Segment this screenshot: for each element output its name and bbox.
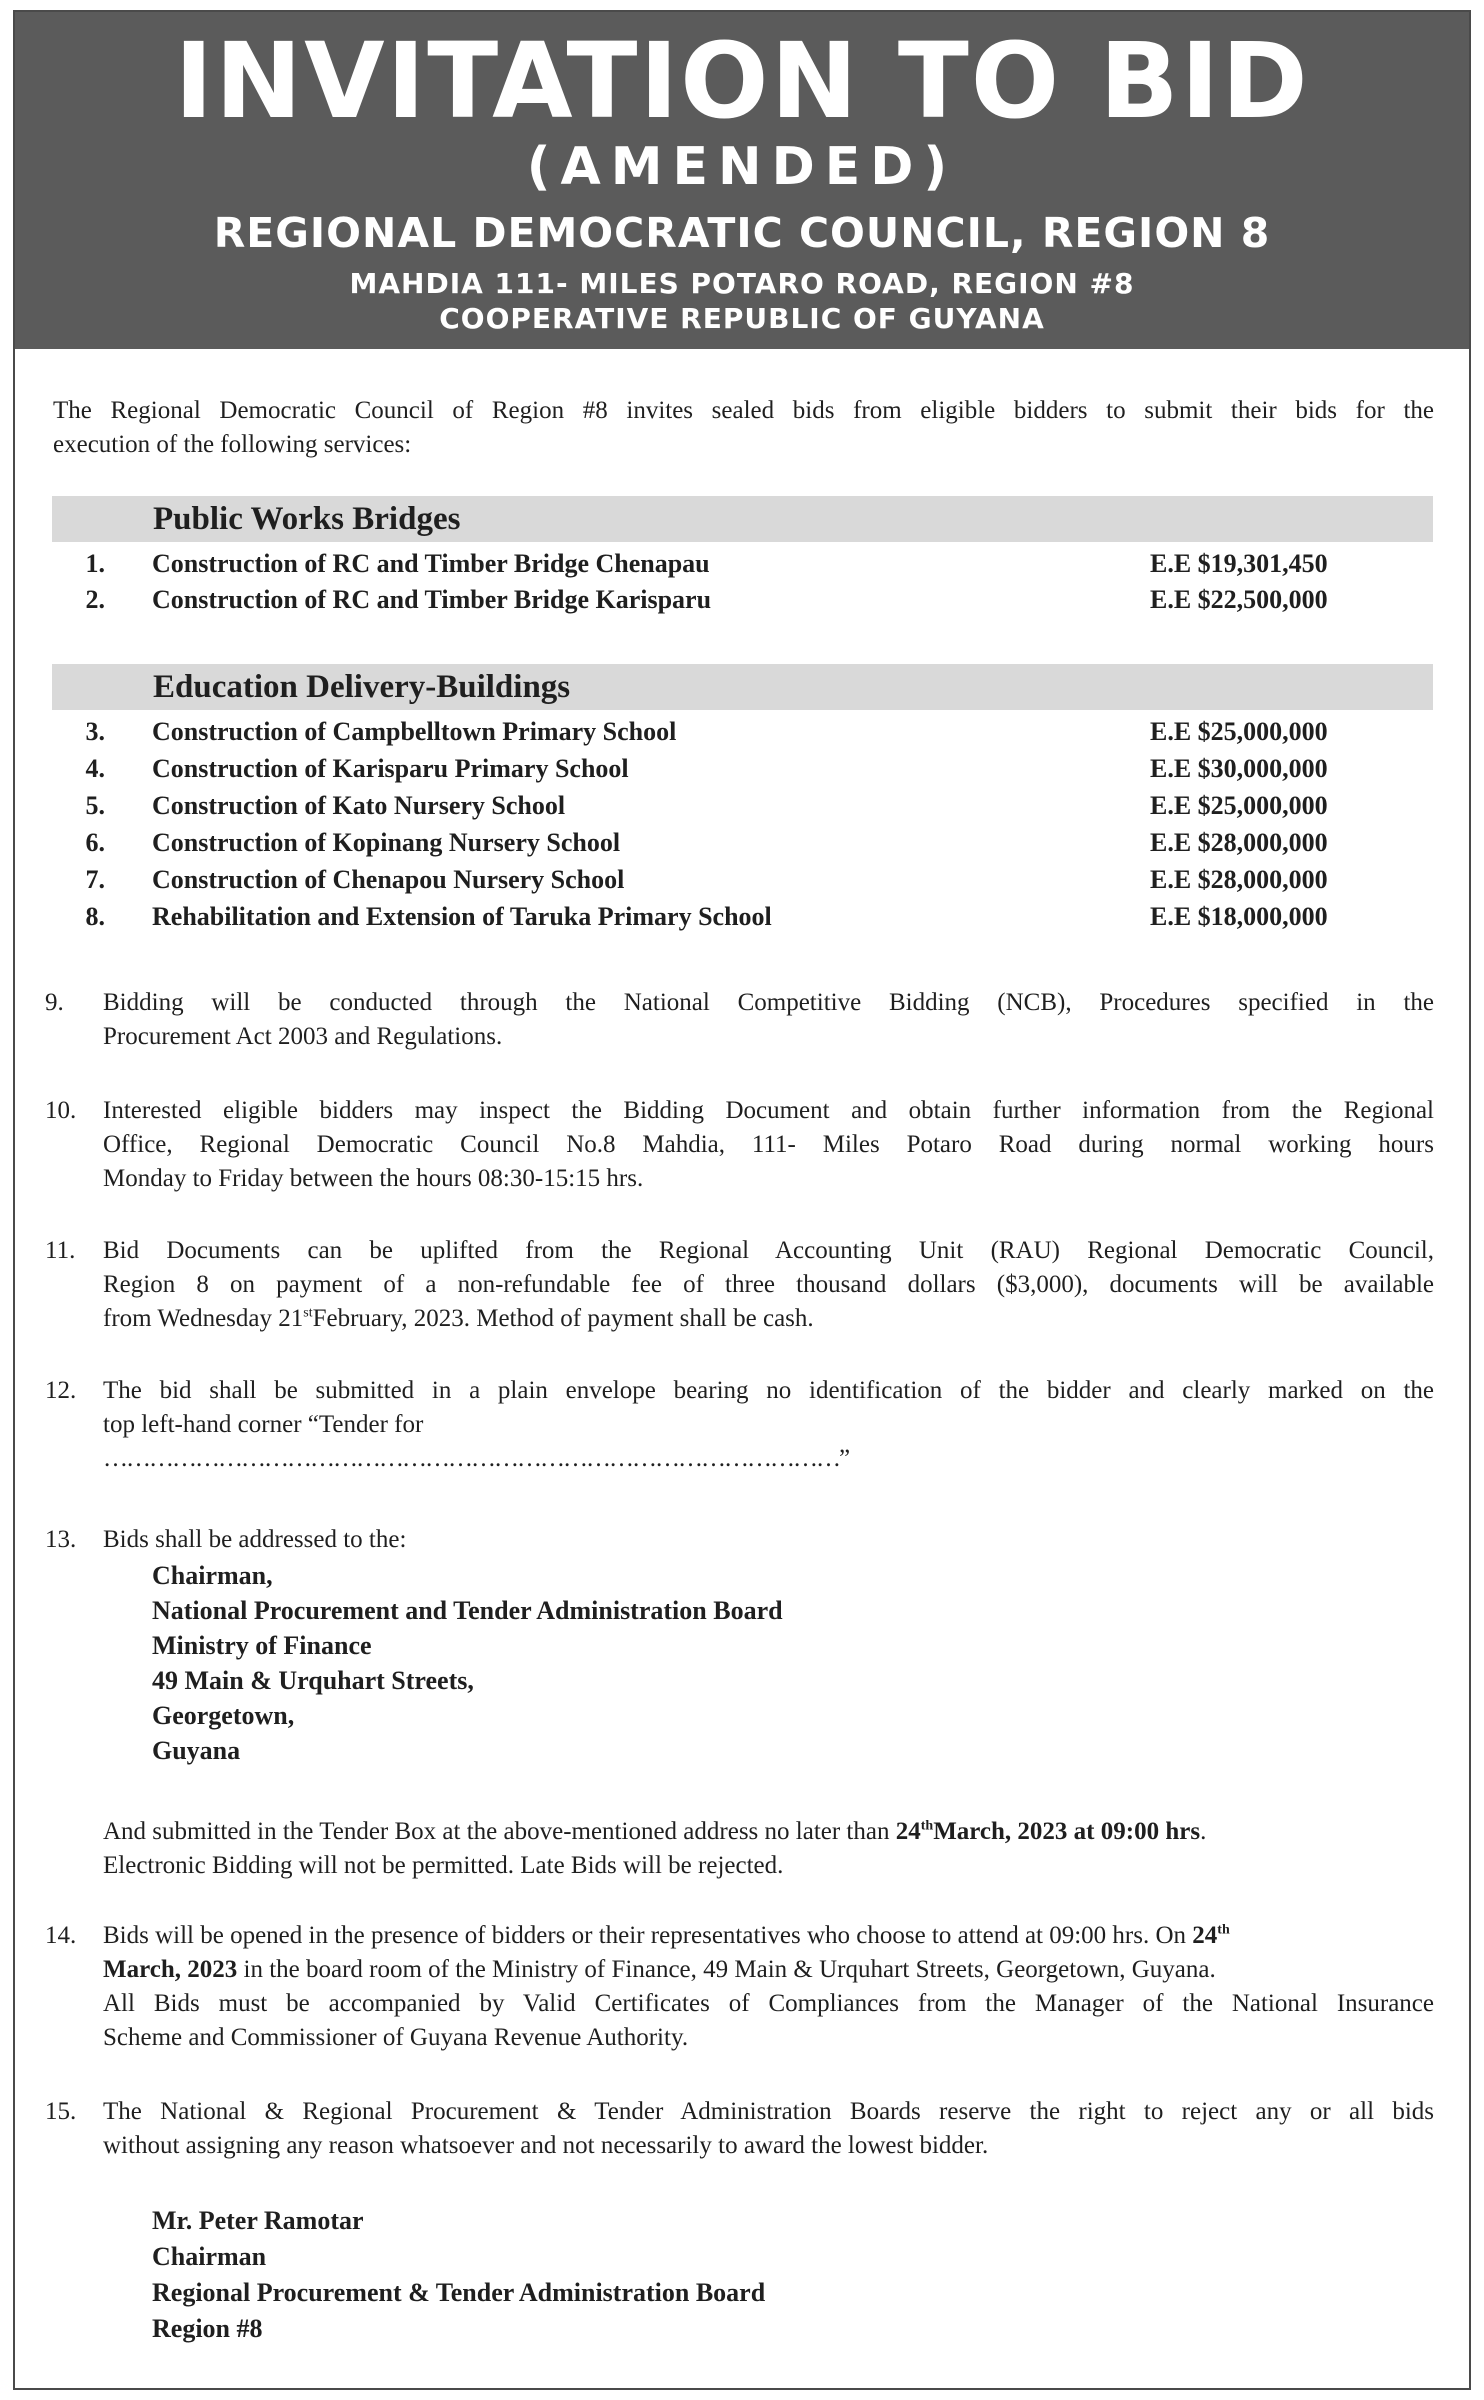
paragraph-line (103, 1815, 1434, 1849)
paragraph-line: Region 8 on payment of a non-refundable fee of three thousand dollars ($3,000), documents will be available (103, 1271, 1434, 1298)
paragraph-10 (103, 1094, 1434, 1196)
paragraph-number: 11. (45, 1237, 76, 1264)
paragraph-14 (103, 1919, 1434, 2055)
paragraph-number: 14. (45, 1922, 77, 1949)
deadline-date: March, 2023 at 09:00 hrs (933, 1818, 1201, 1845)
section-title: Public Works Bridges (153, 501, 461, 537)
item-number: 4. (85, 754, 105, 783)
item-estimate: E.E $18,000,000 (1150, 902, 1328, 931)
item-estimate: E.E $22,500,000 (1150, 585, 1328, 614)
bid-item-row (15, 825, 1473, 861)
bid-item-row (15, 899, 1473, 935)
intro-line: execution of the following services: (53, 431, 412, 458)
paragraph-number: 10. (45, 1097, 77, 1124)
tender-dotted-line: ……………………………………………………………………………………” (103, 1445, 849, 1472)
header-banner (15, 12, 1469, 349)
item-number: 1. (85, 549, 105, 578)
bid-item-row (15, 788, 1473, 824)
paragraph-line (103, 1919, 1434, 1953)
bid-item-row (15, 714, 1473, 750)
paragraph-number: 15. (45, 2098, 77, 2125)
text-run: from Wednesday 21 (103, 1305, 304, 1332)
item-description: Construction of Kopinang Nursery School (152, 828, 621, 857)
paragraph-line (103, 1302, 1434, 1336)
item-estimate: E.E $19,301,450 (1150, 549, 1328, 578)
paragraph-number: 12. (45, 1377, 77, 1404)
paragraph-line: All Bids must be accompanied by Valid Certificates of Compliances from the Manager of the National Insurance (103, 1990, 1434, 2017)
section-band-education (52, 664, 1433, 710)
paragraph-line: Procurement Act 2003 and Regulations. (103, 1023, 503, 1050)
item-description: Rehabilitation and Extension of Taruka Primary School (152, 902, 772, 931)
item-description: Construction of RC and Timber Bridge Chenapau (152, 549, 710, 578)
paragraph-line (103, 1953, 1434, 1987)
item-number: 8. (85, 902, 105, 931)
intro-paragraph (53, 394, 1434, 462)
item-estimate: E.E $30,000,000 (1150, 754, 1328, 783)
opening-date: March, 2023 (103, 1956, 238, 1983)
address-line: 49 Main & Urquhart Streets, (152, 1666, 474, 1695)
item-number: 6. (85, 828, 105, 857)
submission-deadline (103, 1815, 1434, 1883)
address-line: Guyana (152, 1736, 241, 1765)
item-number: 3. (85, 717, 105, 746)
paragraph-line: Electronic Bidding will not be permitted. Late Bids will be rejected. (103, 1852, 784, 1879)
paragraph-9 (103, 986, 1434, 1054)
ordinal-suffix: th (920, 1818, 934, 1834)
paragraph-12 (103, 1374, 1434, 1476)
section-title: Education Delivery-Buildings (153, 669, 571, 705)
notice-subtitle: (AMENDED) (526, 137, 958, 197)
text-run: in the board room of the Ministry of Finance, 49 Main & Urquhart Streets, Georgetown, Guyana. (237, 1956, 1216, 1983)
paragraph-line: Interested eligible bidders may inspect the Bidding Document and obtain further information from the Regional (103, 1097, 1434, 1124)
address-line: Chairman, (152, 1561, 273, 1590)
paragraph-number: 9. (45, 989, 64, 1016)
paragraph-line: without assigning any reason whatsoever and not necessarily to award the lowest bidder. (103, 2132, 989, 2159)
paragraph-line: top left-hand corner “Tender for (103, 1411, 424, 1438)
item-description: Construction of RC and Timber Bridge Karisparu (152, 585, 712, 614)
item-number: 2. (85, 585, 105, 614)
board-address-block (152, 1558, 783, 1768)
council-address: MAHDIA 111- MILES POTARO ROAD, REGION #8 (349, 267, 1135, 300)
item-description: Construction of Kato Nursery School (152, 791, 566, 820)
item-estimate: E.E $25,000,000 (1150, 717, 1328, 746)
bid-item-row (15, 751, 1473, 787)
invitation-notice (13, 10, 1471, 2390)
country-name: COOPERATIVE REPUBLIC OF GUYANA (439, 302, 1045, 335)
text-run: February, 2023. Method of payment shall be cash. (312, 1305, 814, 1332)
signatory-title: Chairman (152, 2242, 267, 2271)
item-estimate: E.E $25,000,000 (1150, 791, 1328, 820)
section-band-public-works (52, 496, 1433, 542)
item-description: Construction of Karisparu Primary School (152, 754, 629, 783)
opening-day: 24 (1192, 1922, 1218, 1949)
signatory-board: Regional Procurement & Tender Administration Board (152, 2278, 766, 2307)
text-run: And submitted in the Tender Box at the above-mentioned address no later than (103, 1818, 896, 1845)
address-line: National Procurement and Tender Administration Board (152, 1596, 783, 1625)
ordinal-suffix: th (1217, 1922, 1230, 1938)
paragraph-line: The National & Regional Procurement & Tender Administration Boards reserve the right to reject any or all bids (103, 2098, 1434, 2125)
item-estimate: E.E $28,000,000 (1150, 828, 1328, 857)
paragraph-line: Bidding will be conducted through the National Competitive Bidding (NCB), Procedures specified in the (103, 989, 1434, 1016)
bid-item-row (15, 582, 1473, 618)
paragraph-line: Bid Documents can be uplifted from the Regional Accounting Unit (RAU) Regional Democratic Council, (103, 1237, 1434, 1264)
notice-title: INVITATION TO BID (174, 20, 1310, 142)
council-name: REGIONAL DEMOCRATIC COUNCIL, REGION 8 (213, 209, 1271, 257)
intro-line: The Regional Democratic Council of Region #8 invites sealed bids from eligible bidders to submit their bids for the (53, 397, 1434, 424)
signature-block (152, 2203, 765, 2347)
paragraph-11 (103, 1234, 1434, 1336)
paragraph-line: Bids shall be addressed to the: (103, 1526, 407, 1553)
bid-item-row (15, 546, 1473, 582)
item-number: 7. (85, 865, 105, 894)
paragraph-13 (103, 1523, 1434, 1557)
address-line: Ministry of Finance (152, 1631, 372, 1660)
item-description: Construction of Campbelltown Primary School (152, 717, 677, 746)
paragraph-line: Office, Regional Democratic Council No.8 Mahdia, 111- Miles Potaro Road during normal working hours (103, 1131, 1434, 1158)
address-line: Georgetown, (152, 1701, 295, 1730)
deadline-day: 24 (895, 1818, 921, 1845)
text-run: . (1200, 1818, 1207, 1845)
paragraph-number: 13. (45, 1526, 77, 1553)
item-description: Construction of Chenapou Nursery School (152, 865, 625, 894)
ordinal-suffix: st (303, 1305, 313, 1321)
bid-item-row (15, 862, 1473, 898)
paragraph-line: Monday to Friday between the hours 08:30-15:15 hrs. (103, 1165, 644, 1192)
item-number: 5. (85, 791, 105, 820)
paragraph-15 (103, 2095, 1434, 2163)
paragraph-line: Scheme and Commissioner of Guyana Revenue Authority. (103, 2024, 689, 2051)
signatory-region: Region #8 (152, 2314, 263, 2343)
signatory-name: Mr. Peter Ramotar (152, 2206, 364, 2235)
item-estimate: E.E $28,000,000 (1150, 865, 1328, 894)
paragraph-line: The bid shall be submitted in a plain envelope bearing no identification of the bidder and clearly marked on the (103, 1377, 1434, 1404)
text-run: Bids will be opened in the presence of bidders or their representatives who choose to attend at 09:00 hrs. On (103, 1922, 1193, 1949)
